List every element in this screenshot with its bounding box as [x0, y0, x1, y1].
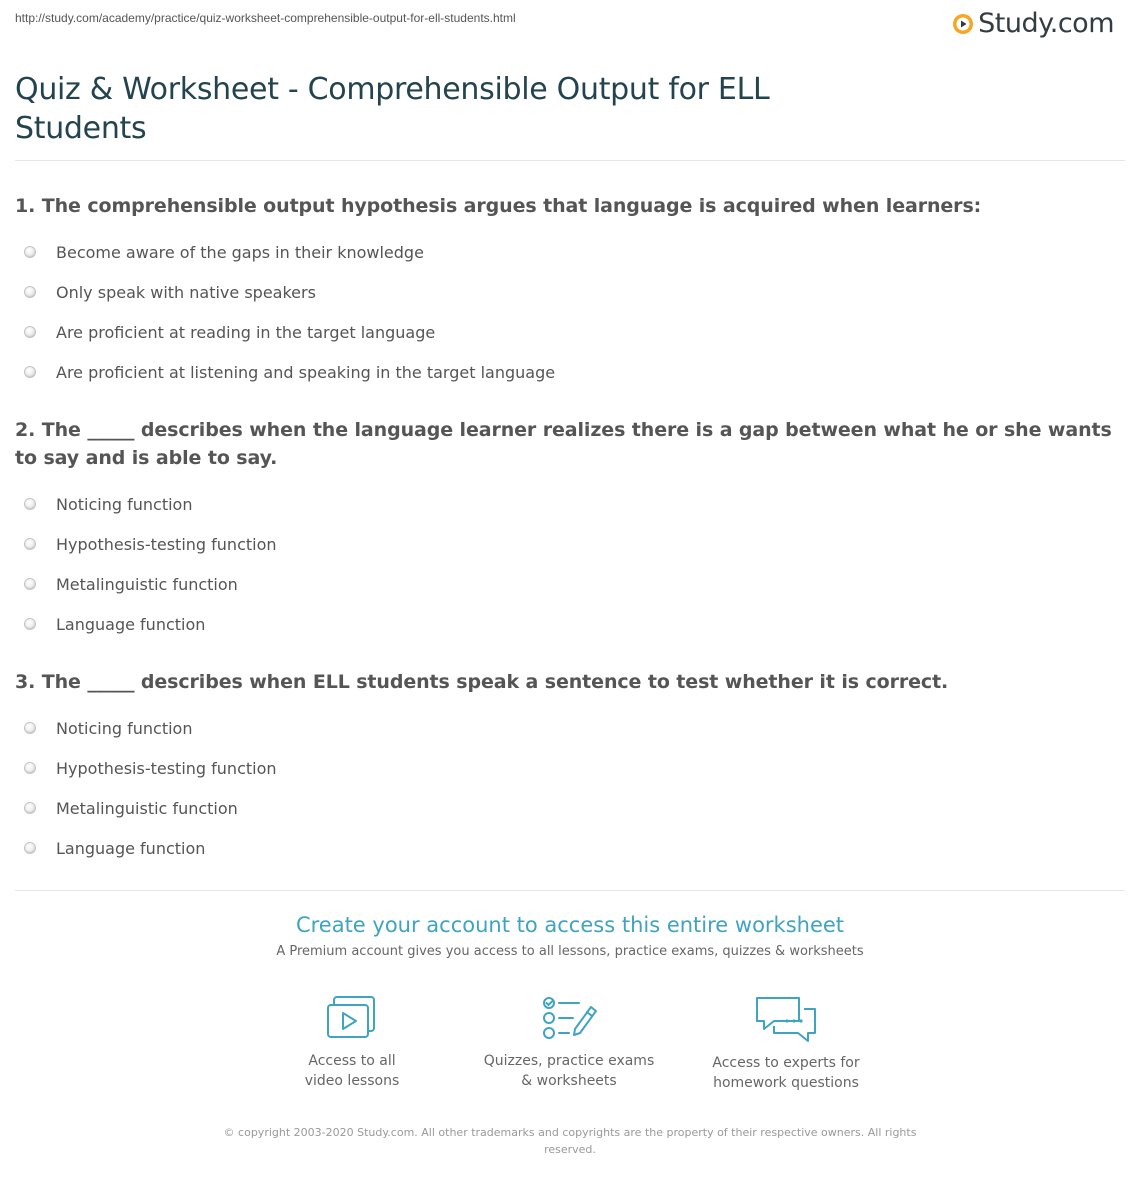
answer-label: Only speak with native speakers: [56, 282, 316, 302]
answer-option[interactable]: [15, 312, 1125, 352]
radio-button[interactable]: [24, 366, 36, 378]
answer-label: Are proficient at listening and speaking in the target language: [56, 362, 556, 382]
chat-bubbles-icon: [754, 995, 818, 1043]
question-text: 3. The _____ describes when ELL students speak a sentence to test whether it is correct.: [15, 671, 949, 693]
question-1: [15, 192, 1125, 392]
answer-list: [15, 484, 1125, 644]
radio-button[interactable]: [24, 326, 36, 338]
answer-label: Language function: [56, 838, 206, 858]
radio-button[interactable]: [24, 842, 36, 854]
answer-option[interactable]: [15, 484, 1125, 524]
question-text: 2. The _____ describes when the language learner realizes there is a gap between what he or she wants to say and is able to say.: [15, 419, 1112, 469]
quiz-checklist-icon: [541, 995, 597, 1041]
cta-divider: [15, 890, 1125, 891]
answer-label: Become aware of the gaps in their knowledge: [56, 242, 424, 262]
answer-option[interactable]: [15, 828, 1125, 868]
answer-label: Noticing function: [56, 494, 193, 514]
radio-button[interactable]: [24, 578, 36, 590]
answer-option[interactable]: [15, 788, 1125, 828]
answer-option[interactable]: [15, 232, 1125, 272]
answer-label: Metalinguistic function: [56, 798, 238, 818]
answer-label: Hypothesis-testing function: [56, 534, 277, 554]
radio-button[interactable]: [24, 286, 36, 298]
copyright-notice: © copyright 2003-2020 Study.com. All other trademarks and copyrights are the property of their respective owners. All rights reserved.: [223, 1126, 917, 1156]
radio-button[interactable]: [24, 498, 36, 510]
answer-label: Language function: [56, 614, 206, 634]
answer-option[interactable]: [15, 564, 1125, 604]
title-divider: [15, 160, 1125, 161]
answer-list: [15, 232, 1125, 392]
radio-button[interactable]: [24, 538, 36, 550]
radio-button[interactable]: [24, 618, 36, 630]
study-logo[interactable]: [952, 8, 1114, 40]
question-3: [15, 668, 1125, 868]
answer-option[interactable]: [15, 708, 1125, 748]
radio-button[interactable]: [24, 246, 36, 258]
question-2: [15, 416, 1125, 644]
cta-title[interactable]: Create your account to access this entire worksheet: [295, 913, 845, 937]
feature-video-lessons: [252, 995, 452, 1091]
logo-text: Study.com: [978, 8, 1114, 39]
feature-label: Access to experts for homework questions: [712, 1055, 860, 1091]
answer-label: Hypothesis-testing function: [56, 758, 277, 778]
radio-button[interactable]: [24, 802, 36, 814]
feature-experts: [686, 995, 886, 1093]
radio-button[interactable]: [24, 722, 36, 734]
answer-option[interactable]: [15, 748, 1125, 788]
play-circle-icon: [952, 13, 974, 35]
video-lessons-icon: [326, 995, 378, 1041]
feature-label: Quizzes, practice exams & worksheets: [483, 1053, 655, 1089]
answer-list: [15, 708, 1125, 868]
answer-label: Are proficient at reading in the target language: [56, 322, 436, 342]
answer-option[interactable]: [15, 524, 1125, 564]
radio-button[interactable]: [24, 762, 36, 774]
answer-label: Metalinguistic function: [56, 574, 238, 594]
page-url: http://study.com/academy/practice/quiz-worksheet-comprehensible-output-for-ell-students.html: [15, 11, 516, 25]
feature-quizzes: [469, 995, 669, 1091]
answer-option[interactable]: [15, 272, 1125, 312]
answer-option[interactable]: [15, 352, 1125, 392]
cta-subtitle: A Premium account gives you access to all lessons, practice exams, quizzes & worksheets: [276, 944, 864, 959]
feature-label: Access to all video lessons: [304, 1053, 400, 1089]
answer-option[interactable]: [15, 604, 1125, 644]
page-title: Quiz & Worksheet - Comprehensible Output for ELL Students: [15, 72, 770, 146]
question-text: 1. The comprehensible output hypothesis argues that language is acquired when learners:: [15, 195, 982, 217]
answer-label: Noticing function: [56, 718, 193, 738]
